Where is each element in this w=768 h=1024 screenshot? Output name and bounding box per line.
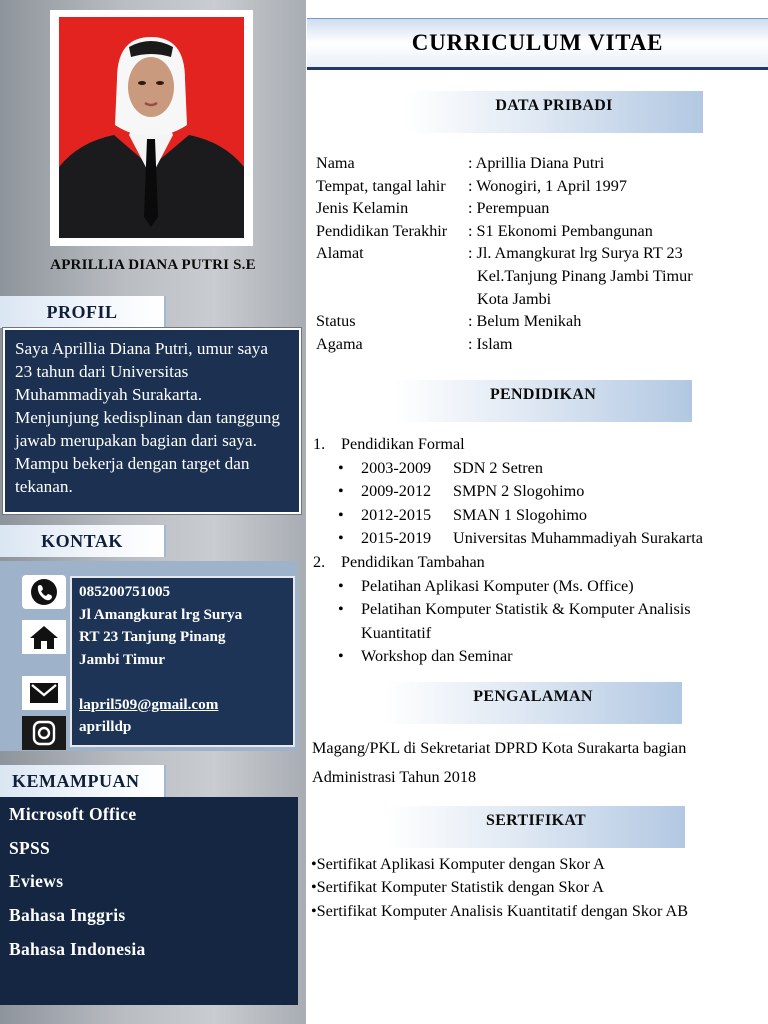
data-pribadi-heading: DATA PRIBADI [405, 91, 703, 133]
pendidikan-tambahan-label: 2. Pendidikan Tambahan [313, 552, 485, 571]
pribadi-row [316, 242, 766, 310]
address-line: RT 23 Tanjung Pinang [79, 628, 226, 645]
education-years: 2012-2015 [361, 505, 432, 524]
kemampuan-heading: KEMAMPUAN [0, 765, 166, 797]
profile-name: APRILLIA DIANA PUTRI S.E [50, 257, 256, 273]
kontak-details [79, 581, 294, 739]
pendidikan-formal-label: 1. Pendidikan Formal [313, 435, 465, 453]
pribadi-label: Jenis Kelamin [316, 199, 409, 218]
address-continuation: Kel.Tanjung Pinang Jambi Timur [477, 266, 693, 285]
phone-icon [22, 575, 66, 609]
sertifikat-list [311, 853, 761, 923]
education-years: 2003-2009 [361, 458, 432, 477]
page-title: CURRICULUM VITAE [307, 18, 768, 70]
pribadi-value: : Perempuan [468, 199, 550, 218]
pengalaman-heading: PENGALAMAN [384, 682, 682, 724]
education-years: 2015-2019 [361, 529, 432, 548]
pribadi-value: : Islam [468, 334, 513, 353]
list-item [333, 527, 763, 551]
bullet-icon: • [338, 505, 344, 524]
bullet-icon: • [311, 878, 317, 897]
education-school: SMPN 2 Slogohimo [453, 482, 585, 501]
mail-icon [22, 676, 66, 710]
portrait-illustration [59, 17, 244, 238]
list-item [333, 645, 763, 669]
certificate-item: Sertifikat Komputer Statistik dengan Skor A [316, 878, 604, 897]
sertifikat-heading: SERTIFIKAT [387, 806, 685, 848]
pendidikan-formal-list [333, 457, 763, 551]
pribadi-row [316, 175, 766, 198]
address-continuation: Kota Jambi [477, 289, 552, 308]
pribadi-label: Nama [316, 154, 355, 172]
training-item: Pelatihan Aplikasi Komputer (Ms. Office) [361, 576, 634, 595]
education-school: Universitas Muhammadiyah Surakarta [453, 529, 703, 548]
list-item [333, 480, 763, 504]
address-line: Jl Amangkurat lrg Surya [79, 605, 243, 623]
education-years: 2009-2012 [361, 482, 432, 501]
pribadi-value: : S1 Ekonomi Pembangunan [468, 221, 653, 240]
pendidikan-tambahan-list [333, 575, 763, 669]
pengalaman-text: Magang/PKL di Sekretariat DPRD Kota Surakarta bagian Administrasi Tahun 2018 [312, 739, 687, 786]
list-item [311, 900, 761, 923]
profile-photo-frame [50, 10, 253, 246]
education-school: SDN 2 Setren [453, 458, 543, 477]
pribadi-row [316, 333, 766, 356]
bullet-icon: • [338, 458, 344, 477]
list-item [333, 575, 763, 599]
phone-number[interactable]: 085200751005 [79, 583, 171, 600]
pribadi-label: Pendidikan Terakhir [316, 221, 448, 240]
email-link[interactable]: lapril509@gmail.com [79, 695, 219, 713]
pendidikan-list [313, 433, 763, 669]
pribadi-value: : Wonogiri, 1 April 1997 [468, 176, 627, 195]
data-pribadi-table [316, 152, 766, 355]
bullet-icon: • [338, 600, 344, 619]
address-line: Jambi Timur [79, 650, 165, 668]
skill-item: Eviews [9, 871, 64, 892]
profile-photo [59, 17, 244, 238]
pribadi-value: : Aprillia Diana Putri [468, 154, 605, 172]
pribadi-label: Tempat, tangal lahir [316, 176, 446, 195]
list-item [311, 876, 761, 899]
pribadi-row [316, 310, 766, 333]
skill-item: Microsoft Office [9, 804, 137, 824]
kemampuan-box [0, 797, 298, 1005]
instagram-handle[interactable]: aprilldp [79, 718, 132, 735]
pribadi-value [468, 242, 766, 310]
home-icon [22, 620, 66, 654]
pribadi-row [316, 152, 766, 175]
pribadi-row [316, 197, 766, 220]
instagram-icon [22, 716, 66, 750]
bullet-icon: • [338, 529, 344, 548]
kontak-heading: KONTAK [0, 525, 166, 557]
bullet-icon: • [338, 576, 344, 595]
profil-heading: PROFIL [0, 296, 166, 328]
pribadi-label: Status [316, 312, 356, 331]
list-item [333, 504, 763, 528]
pendidikan-heading: PENDIDIKAN [394, 380, 692, 422]
pribadi-value: : Belum Menikah [468, 312, 582, 331]
bullet-icon: • [338, 647, 344, 666]
pribadi-row [316, 220, 766, 243]
pribadi-label: Alamat [316, 244, 364, 263]
list-item [311, 853, 761, 876]
skill-item: Bahasa Indonesia [9, 938, 146, 959]
certificate-item: Sertifikat Komputer Analisis Kuantitatif dengan Skor AB [316, 901, 689, 920]
list-item [333, 598, 763, 645]
certificate-item: Sertifikat Aplikasi Komputer dengan Skor A [316, 855, 605, 873]
training-item: Pelatihan Komputer Statistik & Komputer Analisis Kuantitatif [361, 600, 691, 642]
skill-item: Bahasa Inggris [9, 905, 126, 926]
bullet-icon: • [338, 482, 344, 501]
address-value: : Jl. Amangkurat lrg Surya RT 23 [468, 244, 683, 263]
education-school: SMAN 1 Slogohimo [453, 505, 588, 524]
bullet-icon: • [311, 901, 317, 920]
training-item: Workshop dan Seminar [361, 647, 513, 666]
pribadi-label: Agama [316, 334, 363, 353]
skill-item: SPSS [9, 837, 51, 858]
bullet-icon: • [311, 855, 317, 873]
list-item [333, 457, 763, 481]
profil-text: Saya Aprillia Diana Putri, umur saya 23 tahun dari Universitas Muhammadiyah Surakarta. Menjunjung kedisplinan dan tanggung jawab merupakan bagian dari saya. Mampu bekerja dengan target dan tekanan. [3, 328, 301, 514]
